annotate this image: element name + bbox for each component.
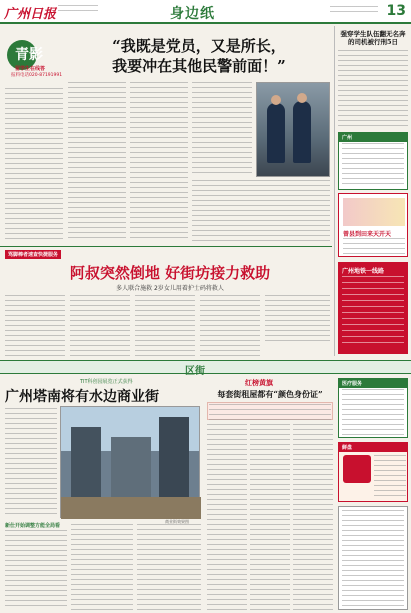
- lead-body-col2: [68, 82, 126, 242]
- district-header: [0, 360, 411, 377]
- ad-box-3-title: 鲜盘: [339, 443, 407, 452]
- officer-head-2: [297, 93, 307, 103]
- lead-body-col3: [130, 82, 188, 242]
- right-red-ad: [338, 262, 408, 354]
- police-photo: [256, 82, 330, 177]
- bottom-kicker: 红榜黄旗: [245, 379, 273, 387]
- ad-box-3-body: [374, 455, 406, 499]
- masthead-editor-info: [330, 6, 378, 16]
- column-title: 青影: [15, 47, 43, 63]
- second-body-col5: [265, 295, 330, 345]
- right-story-body: [338, 50, 408, 130]
- district-photo-caption: 商业街效果图: [165, 519, 189, 524]
- right-ad-body: [343, 238, 405, 254]
- officer-figure-2: [293, 101, 311, 163]
- bottom-headline: 每套街租屋都有“颜色身份证”: [217, 389, 323, 399]
- right-box-title: 广州: [339, 133, 407, 142]
- ad-box-4: [338, 506, 408, 610]
- right-red-ad-title: 广州地铁一线路: [342, 268, 385, 275]
- ad-box-3-logo: [343, 455, 371, 483]
- second-story-headline: 阿叔突然倒地 好街坊接力救助: [69, 264, 271, 282]
- officer-figure-1: [267, 103, 285, 163]
- lead-headline-line2: 我要冲在其他民警前面！”: [112, 57, 286, 75]
- district-body-col2: [5, 530, 67, 610]
- lead-headline-line1: “我既是党员，又是所长，: [112, 37, 286, 55]
- right-info-box: [338, 132, 408, 190]
- right-red-ad-body: [342, 276, 404, 346]
- masthead: [0, 0, 411, 24]
- street-level: [61, 497, 201, 519]
- column-badge: [5, 40, 63, 80]
- district-kicker: TIT科创园展览正式获得: [80, 379, 133, 385]
- bottom-body-col1: [207, 424, 247, 610]
- lead-headline: [68, 36, 330, 76]
- page-number: 13: [386, 3, 406, 19]
- right-ad-title: 曾县到田来天开天: [343, 231, 392, 238]
- section-title: 身边纸: [170, 6, 215, 22]
- right-story-title: 强穿学生队伍翻无名奔的司机被行刑5日: [340, 30, 406, 46]
- section-divider-1: [0, 246, 332, 247]
- second-body-col4: [200, 295, 260, 357]
- column-hotline: 报料电话020-87191991: [11, 73, 63, 78]
- district-headline: 广州塔南将有水边商业街: [5, 389, 159, 405]
- second-body-col2: [70, 295, 130, 357]
- bottom-body-col3: [293, 424, 333, 610]
- second-body-col1: [5, 295, 65, 357]
- district-subsection: 新仕开始调整方能全局看: [5, 523, 61, 529]
- district-body-col3: [71, 524, 133, 610]
- ad-box-2: [338, 378, 408, 438]
- column-divider: [334, 26, 335, 356]
- district-body-col4: [137, 524, 201, 610]
- ad-box-4-body: [342, 510, 404, 606]
- ad-box-3: [338, 442, 408, 502]
- district-label: 区街: [185, 366, 205, 377]
- ad-box-2-body: [342, 389, 404, 435]
- building-2: [111, 437, 151, 497]
- district-body-col1: [5, 408, 57, 516]
- right-ad-box: [338, 193, 408, 257]
- masthead-date: [58, 5, 98, 15]
- officer-head-1: [271, 95, 281, 105]
- building-3: [159, 417, 189, 497]
- bottom-body-col2: [250, 424, 290, 610]
- lead-body-bottom: [192, 180, 330, 242]
- newspaper-logo: 广州日报: [4, 7, 57, 22]
- ad-box-2-title: 医疗服务: [339, 379, 407, 388]
- right-ad-image: [343, 198, 405, 226]
- second-story-subhead: 多人联合施救 2岁女儿用着护士码将救人: [116, 285, 224, 292]
- lead-body-col4: [192, 82, 252, 177]
- district-photo: [60, 406, 200, 518]
- column-subtitle: 留学生在线答: [15, 66, 46, 72]
- lead-body-col1: [5, 88, 63, 243]
- right-box-body: [342, 143, 404, 187]
- bottom-highlight-box: [207, 402, 333, 420]
- building-1: [71, 427, 101, 497]
- second-body-col3: [135, 295, 195, 357]
- second-story-banner: 骂脚棒者速查快捷服务: [5, 250, 61, 259]
